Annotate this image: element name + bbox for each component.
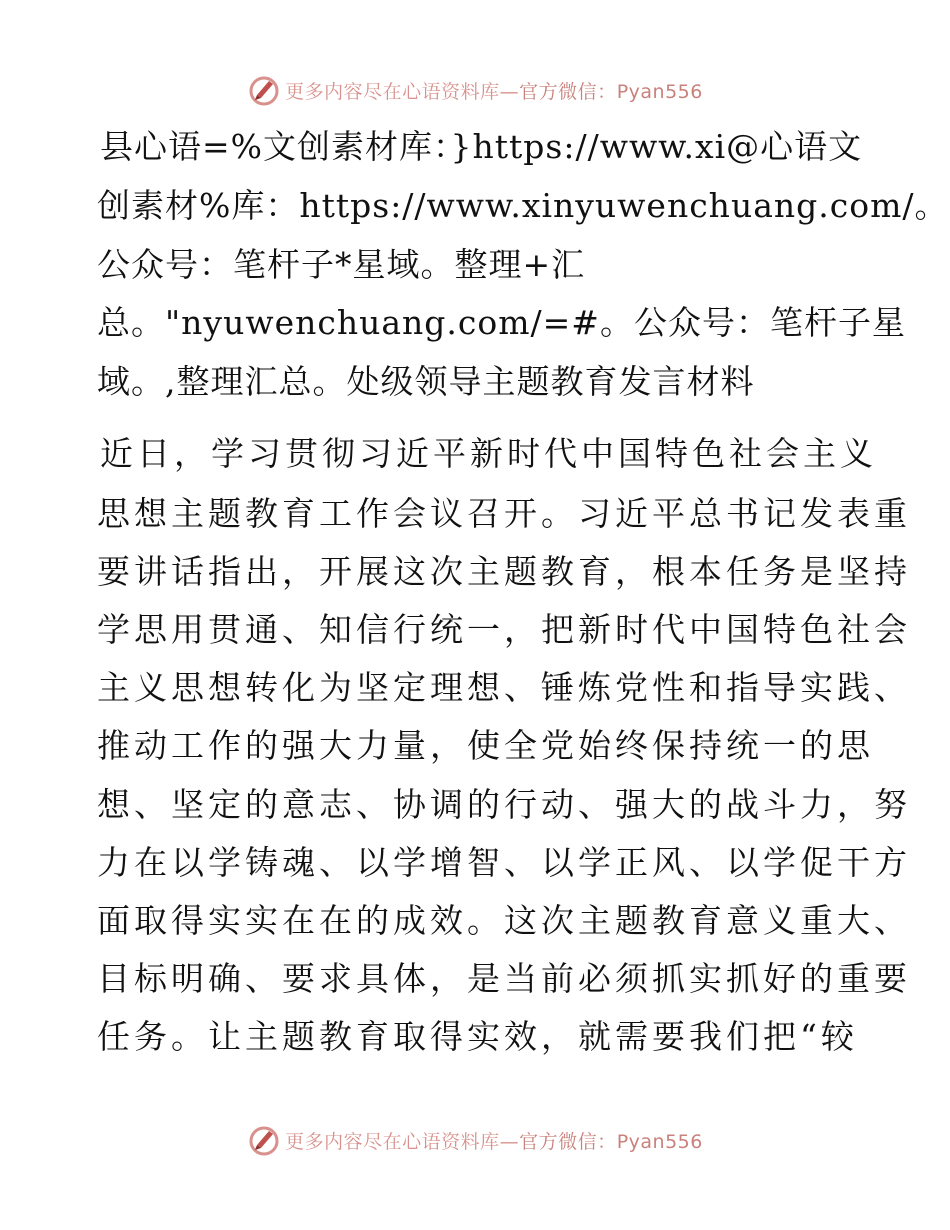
header-line: 公众号：笔杆子*星域。整理+汇 bbox=[97, 245, 586, 284]
body-line: 目标明确、要求具体，是当前必须抓实抓好的重要 bbox=[97, 959, 911, 998]
banner-wechat-label: 官方微信： bbox=[519, 80, 617, 103]
banner-brand: 更多内容尽在心语资料库 bbox=[285, 80, 500, 103]
header-banner bbox=[0, 70, 950, 110]
body-line: 任务。让主题教育取得实效，就需要我们把“较 bbox=[97, 1017, 858, 1056]
body-line: 想、坚定的意志、协调的行动、强大的战斗力，努 bbox=[97, 785, 911, 824]
banner-wechat-id: Pyan556 bbox=[616, 80, 703, 103]
body-line: 主义思想转化为坚定理想、锤炼党性和指导实践、 bbox=[97, 668, 911, 707]
banner-separator: — bbox=[499, 80, 520, 103]
banner-wechat-id: Pyan556 bbox=[616, 1130, 703, 1153]
footer-banner bbox=[0, 1120, 950, 1160]
header-line: 总。"nyuwenchuang.com/=#。公众号：笔杆子星 bbox=[97, 303, 906, 342]
body-line: 思想主题教育工作会议召开。习近平总书记发表重 bbox=[97, 494, 911, 533]
body-line: 面取得实实在在的成效。这次主题教育意义重大、 bbox=[97, 901, 911, 940]
body-line: 学思用贯通、知信行统一，把新时代中国特色社会 bbox=[97, 610, 911, 649]
pen-heart-logo-icon bbox=[247, 73, 281, 107]
body-line: 近日，学习贯彻习近平新时代中国特色社会主义 bbox=[100, 434, 877, 473]
body-line: 要讲话指出，开展这次主题教育，根本任务是坚持 bbox=[97, 552, 911, 591]
header-line: 创素材%库：https://www.xinyuwenchuang.com/。 bbox=[97, 186, 949, 225]
banner-brand: 更多内容尽在心语资料库 bbox=[285, 1130, 500, 1153]
body-line: 力在以学铸魂、以学增智、以学正风、以学促干方 bbox=[97, 843, 911, 882]
banner-separator: — bbox=[499, 1130, 520, 1153]
body-line: 推动工作的强大力量，使全党始终保持统一的思 bbox=[97, 726, 874, 765]
banner-wechat-label: 官方微信： bbox=[519, 1130, 617, 1153]
header-line: 县心语=%文创素材库：}https://www.xi@心语文 bbox=[100, 127, 863, 166]
pen-heart-logo-icon bbox=[247, 1123, 281, 1157]
document-title-line: 域。,整理汇总。处级领导主题教育发言材料 bbox=[97, 362, 755, 401]
